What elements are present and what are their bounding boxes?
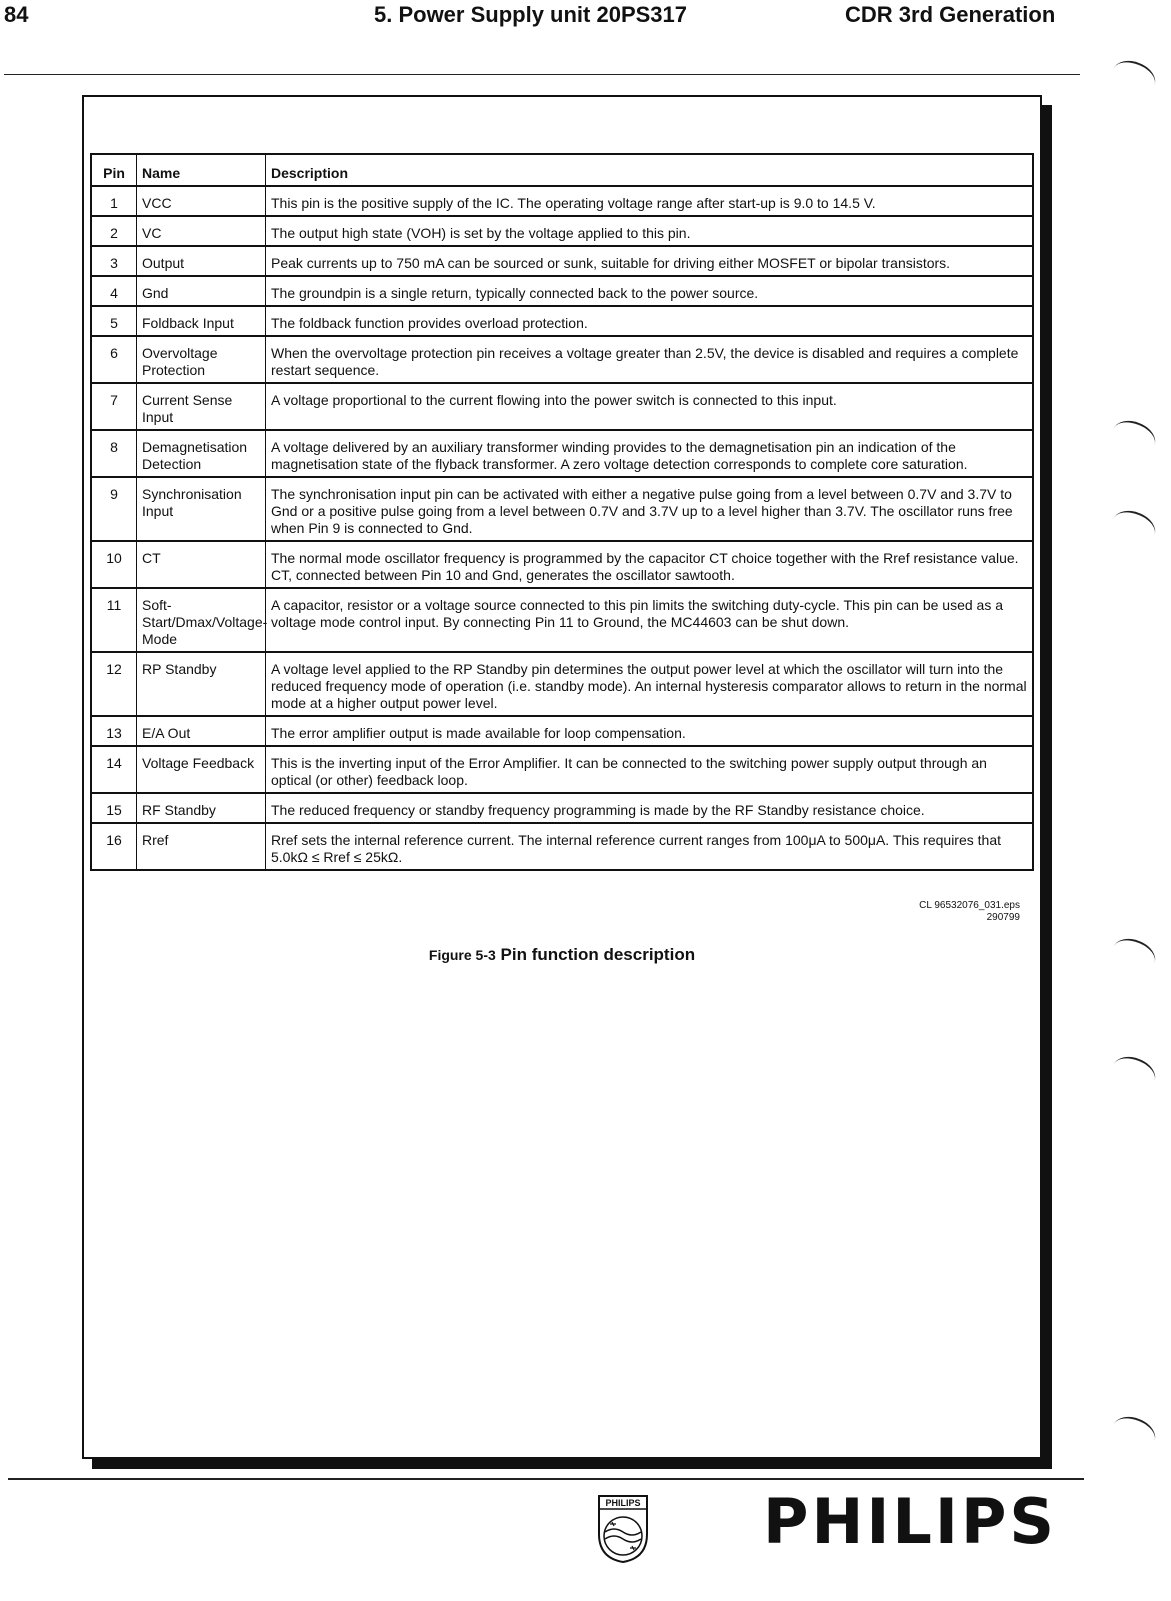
table-row: [91, 716, 1033, 746]
pin-cell: 13: [91, 716, 137, 746]
table-row: [91, 793, 1033, 823]
table-row: [91, 652, 1033, 716]
pin-cell: 15: [91, 793, 137, 823]
figure-title: Pin function description: [500, 945, 696, 964]
table-body: [91, 186, 1033, 870]
name-cell: Output: [137, 246, 266, 276]
name-cell: Current Sense Input: [137, 383, 266, 430]
name-cell: RP Standby: [137, 652, 266, 716]
binding-mark: [1108, 1411, 1160, 1455]
source-date: 290799: [986, 912, 1020, 923]
pin-cell: 2: [91, 216, 137, 246]
figure-frame: [82, 95, 1042, 1459]
table-row: [91, 430, 1033, 477]
binding-mark: [1108, 505, 1160, 549]
description-cell: Rref sets the internal reference current. The internal reference current ranges from 100μA to 500μA. This requires that 5.0kΩ ≤ Rref ≤ 25kΩ.: [266, 823, 1034, 870]
name-cell: Soft-Start/Dmax/Voltage-Mode: [137, 588, 266, 652]
description-cell: The normal mode oscillator frequency is programmed by the capacitor CT choice together with the Rref resistance value. CT, connected between Pin 10 and Gnd, generates the oscillator sawtooth.: [266, 541, 1034, 588]
philips-shield-logo: [596, 1494, 650, 1564]
table-row: [91, 276, 1033, 306]
pin-cell: 4: [91, 276, 137, 306]
table-row: [91, 306, 1033, 336]
description-cell: When the overvoltage protection pin receives a voltage greater than 2.5V, the device is disabled and requires a complete restart sequence.: [266, 336, 1034, 383]
series-title: CDR 3rd Generation: [845, 2, 1056, 27]
name-cell: E/A Out: [137, 716, 266, 746]
description-cell: This is the inverting input of the Error Amplifier. It can be connected to the switching power supply output through an optical (or other) feedback loop.: [266, 746, 1034, 793]
table-row: [91, 246, 1033, 276]
table-row: [91, 216, 1033, 246]
description-cell: The reduced frequency or standby frequency programming is made by the RF Standby resistance choice.: [266, 793, 1034, 823]
description-cell: A voltage level applied to the RP Standby pin determines the output power level at which the oscillator will turn into the reduced frequency mode of operation (i.e. standby mode). An internal hysteresis comparator allows to return in the normal mode at a higher output power level.: [266, 652, 1034, 716]
page-number: 84: [4, 2, 29, 27]
pin-cell: 7: [91, 383, 137, 430]
description-cell: The groundpin is a single return, typically connected back to the power source.: [266, 276, 1034, 306]
name-cell: VC: [137, 216, 266, 246]
table-row: [91, 823, 1033, 870]
column-header-pin: Pin: [91, 154, 137, 186]
name-cell: Overvoltage Protection: [137, 336, 266, 383]
pin-cell: 5: [91, 306, 137, 336]
pin-cell: 14: [91, 746, 137, 793]
pin-cell: 16: [91, 823, 137, 870]
shield-text: PHILIPS: [605, 1498, 641, 1508]
name-cell: CT: [137, 541, 266, 588]
name-cell: Voltage Feedback: [137, 746, 266, 793]
header-rule: [4, 74, 1080, 75]
description-cell: A voltage proportional to the current flowing into the power switch is connected to this input.: [266, 383, 1034, 430]
pin-cell: 11: [91, 588, 137, 652]
name-cell: Rref: [137, 823, 266, 870]
description-cell: This pin is the positive supply of the IC. The operating voltage range after start-up is 9.0 to 14.5 V.: [266, 186, 1034, 216]
source-reference: [919, 900, 1020, 924]
philips-wordmark: PHILIPS: [763, 1485, 1058, 1558]
footer-rule: [8, 1478, 1084, 1480]
chapter-title: 5. Power Supply unit 20PS317: [374, 2, 687, 27]
table-row: [91, 383, 1033, 430]
binding-mark: [1108, 933, 1160, 977]
pin-cell: 12: [91, 652, 137, 716]
pin-cell: 6: [91, 336, 137, 383]
pin-function-table: [90, 153, 1034, 871]
pin-cell: 8: [91, 430, 137, 477]
name-cell: Demagnetisation Detection: [137, 430, 266, 477]
binding-mark: [1108, 415, 1160, 459]
figure-caption: [84, 945, 1040, 965]
table-row: [91, 336, 1033, 383]
name-cell: Foldback Input: [137, 306, 266, 336]
description-cell: The output high state (VOH) is set by the voltage applied to this pin.: [266, 216, 1034, 246]
table-row: [91, 588, 1033, 652]
column-header-description: Description: [266, 154, 1034, 186]
name-cell: RF Standby: [137, 793, 266, 823]
table-row: [91, 541, 1033, 588]
pin-cell: 1: [91, 186, 137, 216]
name-cell: VCC: [137, 186, 266, 216]
name-cell: Synchronisation Input: [137, 477, 266, 541]
table-header-row: [91, 154, 1033, 186]
description-cell: A capacitor, resistor or a voltage source connected to this pin limits the switching duty-cycle. This pin can be used as a voltage mode control input. By connecting Pin 11 to Ground, the MC44603 can be shut down.: [266, 588, 1034, 652]
name-cell: Gnd: [137, 276, 266, 306]
source-file: CL 96532076_031.eps: [919, 900, 1020, 911]
pin-cell: 10: [91, 541, 137, 588]
table-row: [91, 477, 1033, 541]
description-cell: The error amplifier output is made available for loop compensation.: [266, 716, 1034, 746]
description-cell: A voltage delivered by an auxiliary transformer winding provides to the demagnetisation pin an indication of the magnetisation state of the flyback transformer. A zero voltage detection corresponds to complete core saturation.: [266, 430, 1034, 477]
description-cell: Peak currents up to 750 mA can be sourced or sunk, suitable for driving either MOSFET or bipolar transistors.: [266, 246, 1034, 276]
figure-number: Figure 5-3: [428, 947, 496, 963]
table-row: [91, 746, 1033, 793]
description-cell: The synchronisation input pin can be activated with either a negative pulse going from a level between 0.7V and 3.7V to Gnd or a positive pulse going from a level between 0.7V and 3.7V up to a level higher than 3.7V. The oscillator runs free when Pin 9 is connected to Gnd.: [266, 477, 1034, 541]
pin-cell: 3: [91, 246, 137, 276]
binding-mark: [1108, 55, 1160, 99]
table-row: [91, 186, 1033, 216]
description-cell: The foldback function provides overload protection.: [266, 306, 1034, 336]
pin-cell: 9: [91, 477, 137, 541]
column-header-name: Name: [137, 154, 266, 186]
binding-mark: [1108, 1051, 1160, 1095]
